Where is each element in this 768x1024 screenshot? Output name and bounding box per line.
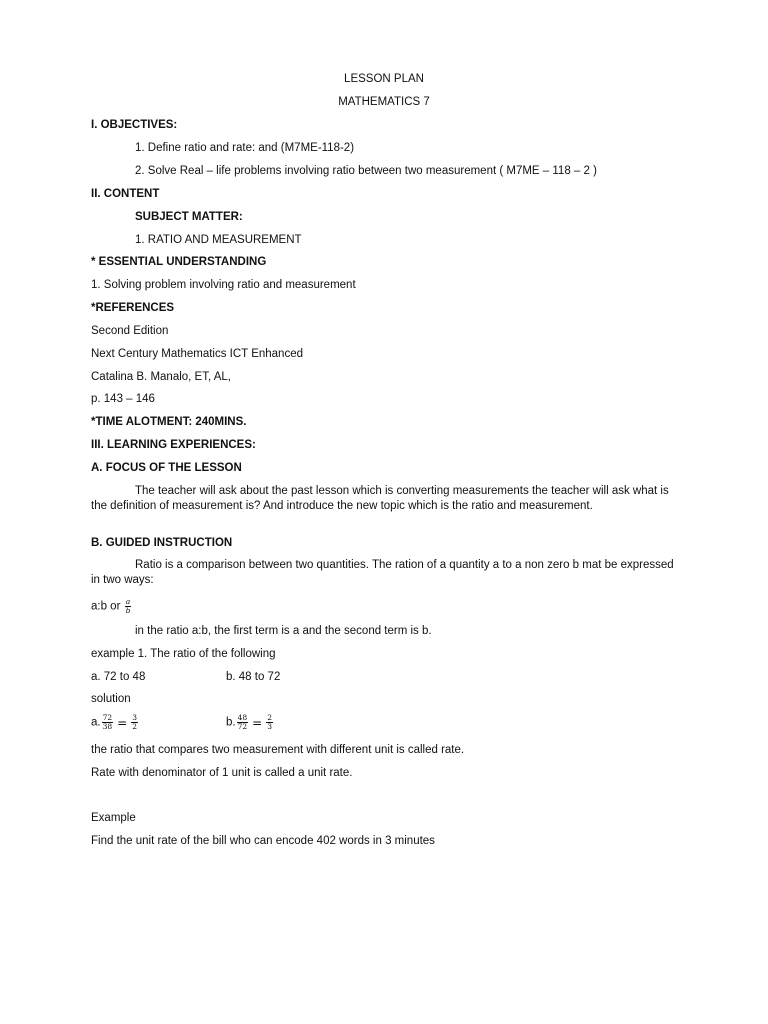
essential-understanding-item: 1. Solving problem involving ratio and measurement [91,279,356,291]
ratio-forms-line [91,598,132,615]
fraction-denominator: 3 [267,722,272,731]
equals-sign: = [252,715,263,730]
reference-item: p. 143 – 146 [91,393,155,405]
fraction-numerator: 48 [237,713,248,722]
references-heading: *REFERENCES [91,302,175,314]
example-1-line: example 1. The ratio of the following [91,648,276,660]
learning-experiences-heading: III. LEARNING EXPERIENCES: [91,439,256,451]
content-heading: II. CONTENT [91,188,160,200]
solution-b-fraction-2 [266,714,273,731]
subject-matter-label: SUBJECT MATTER: [135,211,243,223]
document-subtitle: MATHEMATICS 7 [338,96,430,108]
time-allotment: *TIME ALOTMENT: 240MINS. [91,416,247,428]
solution-b-prefix: b. [226,716,236,729]
ratio-fraction [125,598,132,615]
fraction-denominator: 38 [102,722,113,731]
solution-a-fraction-1 [102,714,114,731]
subject-matter-item: 1. RATIO AND MEASUREMENT [135,234,302,246]
fraction-numerator: 2 [267,713,272,722]
fraction-numerator: 72 [102,713,113,722]
fraction-denominator: 72 [237,722,248,731]
guided-instruction-heading: B. GUIDED INSTRUCTION [91,537,233,549]
objectives-heading: I. OBJECTIVES: [91,119,178,131]
solution-b-fraction-1 [237,714,249,731]
example-problem: Find the unit rate of the bill who can encode 402 words in 3 minutes [91,835,435,847]
fraction-numerator: 3 [132,713,137,722]
example-a: a. 72 to 48 [91,671,146,683]
objective-item-2: 2. Solve Real – life problems involving ratio between two measurement ( M7ME – 118 – 2 ) [135,165,597,177]
focus-heading: A. FOCUS OF THE LESSON [91,462,242,474]
essential-understanding-heading: * ESSENTIAL UNDERSTANDING [91,256,267,268]
solution-label: solution [91,693,131,705]
fraction-numerator: a [125,597,131,606]
unit-rate-definition: Rate with denominator of 1 unit is called a unit rate. [91,767,353,779]
reference-item: Next Century Mathematics ICT Enhanced [91,348,303,360]
example-b: b. 48 to 72 [226,671,281,683]
reference-item: Second Edition [91,325,169,337]
objective-item-1: 1. Define ratio and rate: and (M7ME-118-2) [135,142,355,154]
reference-item: Catalina B. Manalo, ET, AL, [91,371,231,383]
focus-paragraph: The teacher will ask about the past lesson which is converting measurements the teacher will ask what is the definition of measurement is? And introduce the new topic which is the ratio and measurement. [91,485,669,512]
solution-a-fraction-2 [131,714,138,731]
fraction-denominator: b [125,606,131,615]
fraction-denominator: 2 [132,722,137,731]
example-label: Example [91,812,136,824]
rate-definition: the ratio that compares two measurement with different unit is called rate. [91,744,465,756]
ratio-forms-prefix: a:b or [91,600,121,613]
ratio-terms-line: in the ratio a:b, the first term is a and the second term is b. [135,625,432,637]
solution-a [91,714,139,731]
solution-a-prefix: a. [91,716,101,729]
guided-paragraph: Ratio is a comparison between two quantities. The ration of a quantity a to a non zero b mat be expressed in two ways: [91,559,674,586]
solution-b [226,714,274,731]
document-title: LESSON PLAN [344,73,424,85]
equals-sign: = [117,715,128,730]
